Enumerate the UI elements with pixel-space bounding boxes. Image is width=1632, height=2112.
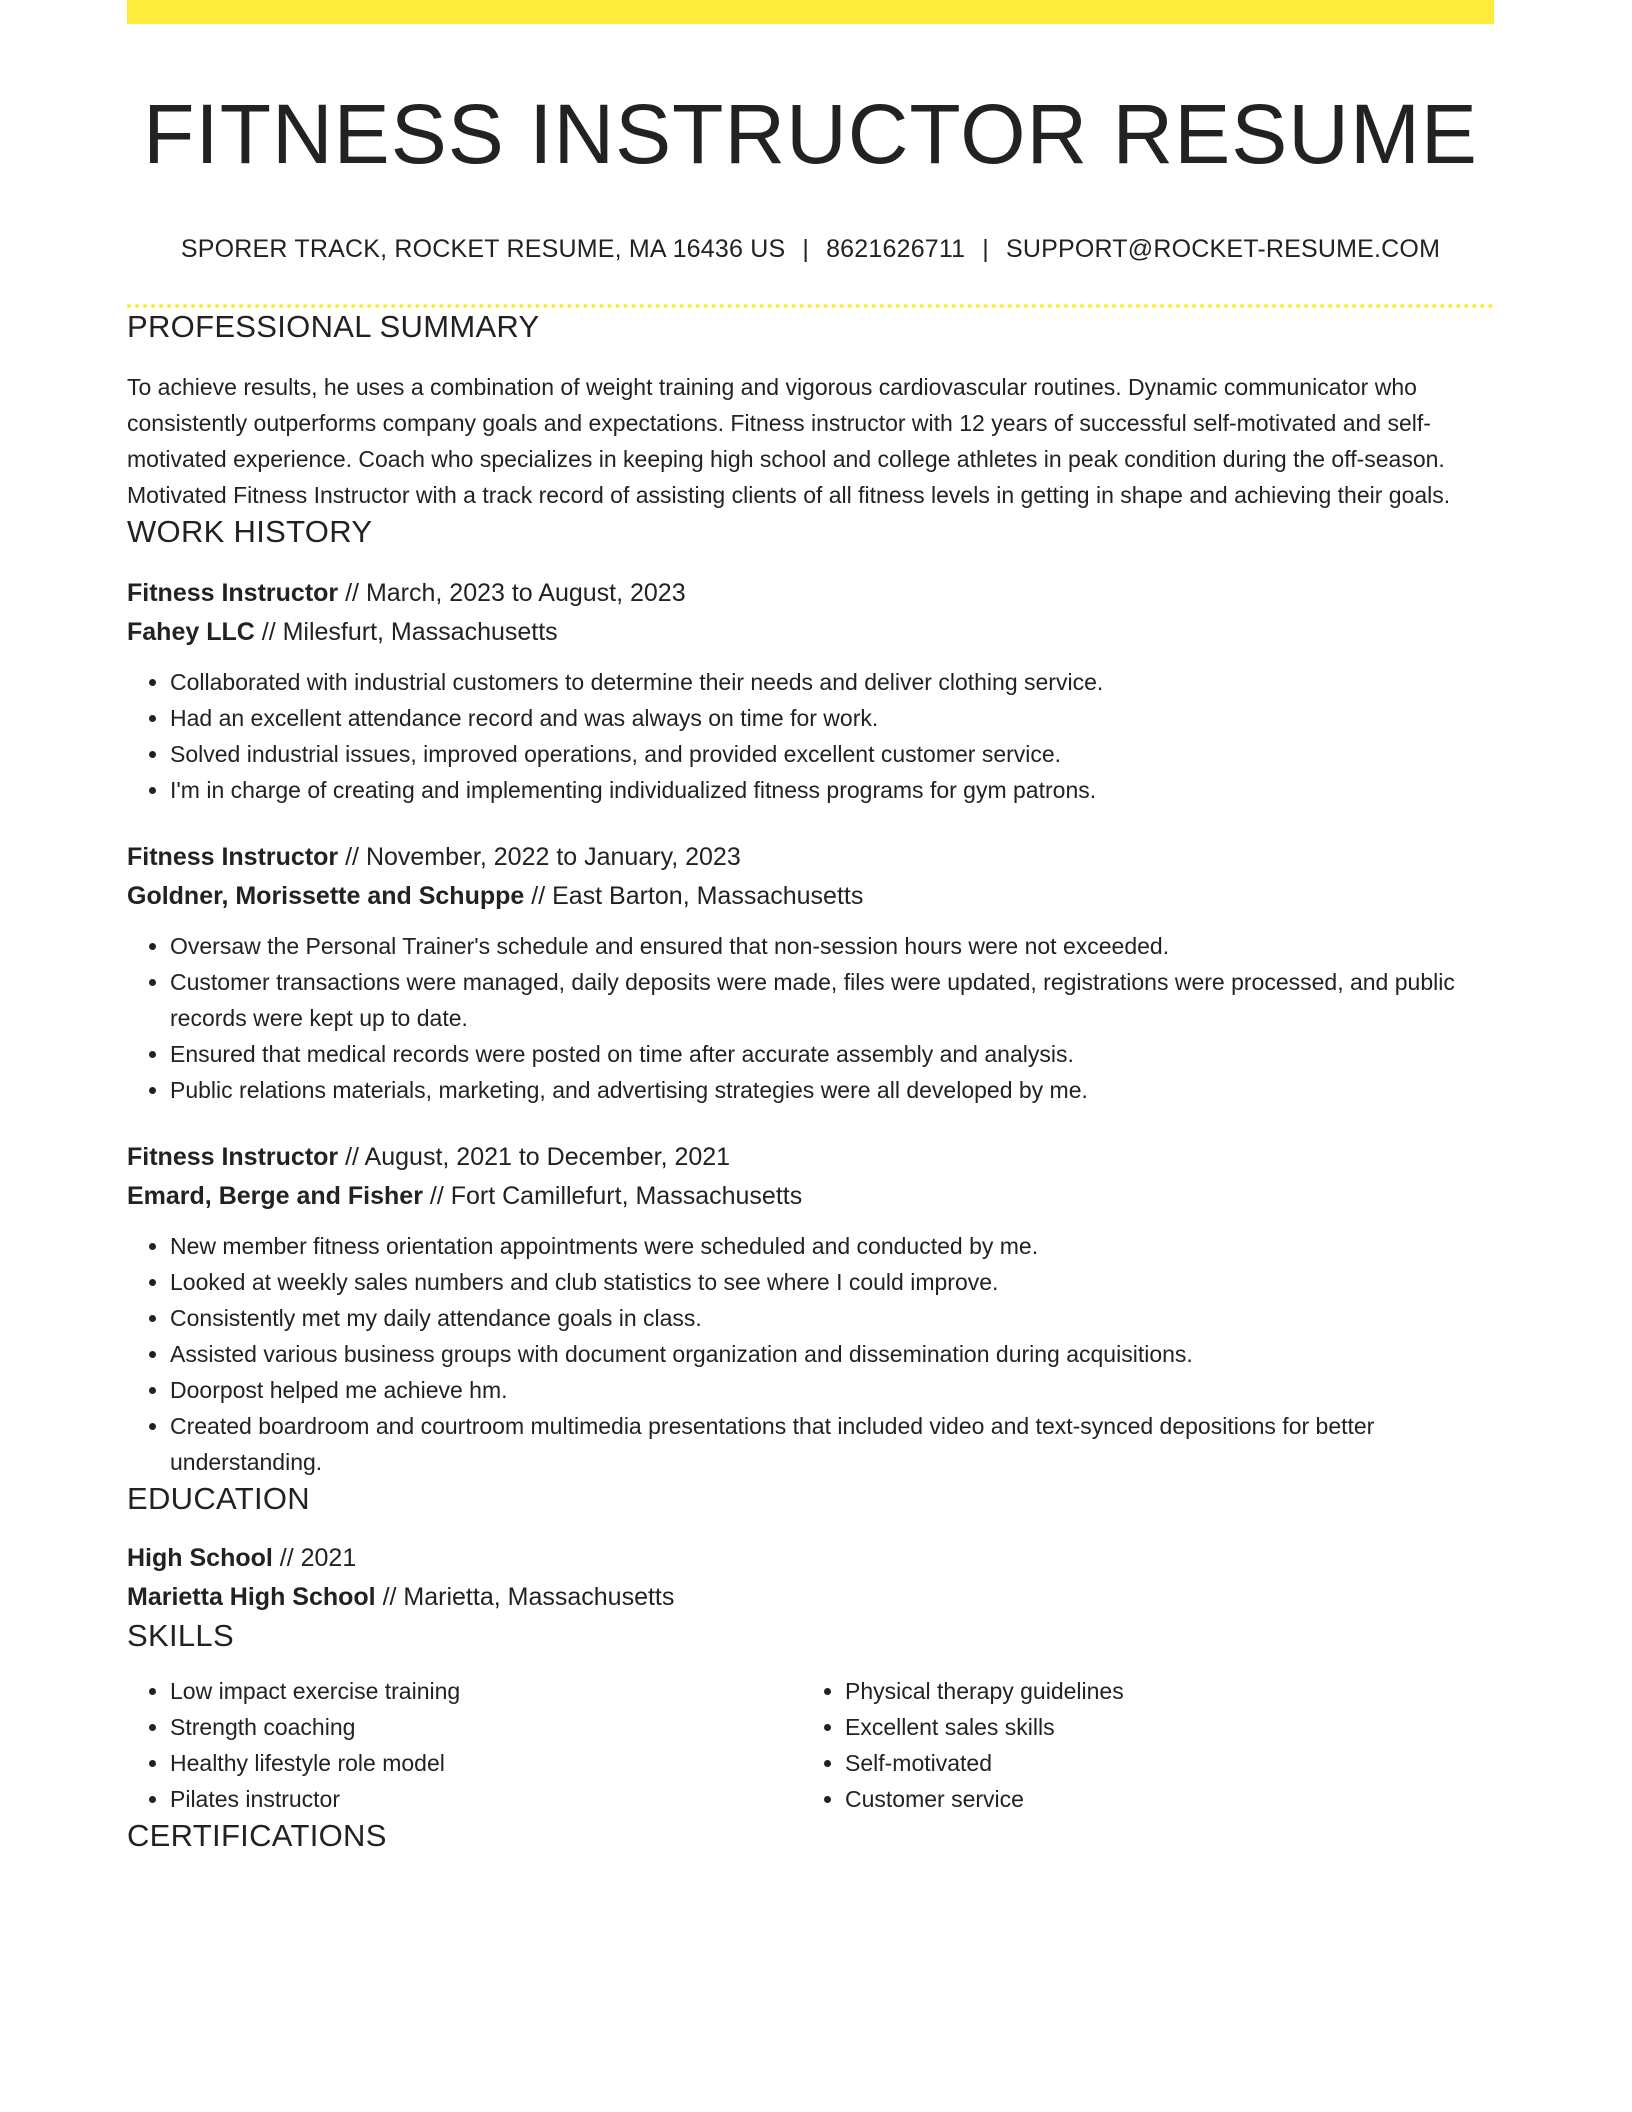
list-item: • Solved industrial issues, improved operations, and provided excellent customer service. (170, 736, 1494, 772)
job-title-line (127, 574, 1494, 613)
skill-item: • Healthy lifestyle role model (170, 1745, 802, 1781)
summary-heading: PROFESSIONAL SUMMARY (127, 308, 540, 344)
job-location: // Fort Camillefurt, Massachusetts (422, 1182, 803, 1211)
list-item: • Consistently met my daily attendance goals in class. (170, 1300, 1494, 1336)
skill-item: • Strength coaching (170, 1709, 802, 1745)
job-dates: // March, 2023 to August, 2023 (338, 579, 686, 608)
contact-line (127, 235, 1494, 264)
job-company-line (127, 877, 1494, 916)
contact-separator: | (982, 234, 989, 263)
resume-page (127, 0, 1494, 1854)
list-item: • I'm in charge of creating and implementing individualized fitness programs for gym patrons. (170, 772, 1494, 808)
job-location: // Milesfurt, Massachusetts (254, 618, 558, 647)
job-dates: // August, 2021 to December, 2021 (338, 1143, 731, 1172)
work-history-heading: WORK HISTORY (127, 513, 373, 549)
education-year: // 2021 (272, 1544, 357, 1573)
list-item: • Oversaw the Personal Trainer's schedule and ensured that non-session hours were not exceeded. (170, 928, 1494, 964)
list-item: • Doorpost helped me achieve hm. (170, 1372, 1494, 1408)
skills-columns (127, 1673, 1494, 1817)
job-entry (127, 1138, 1494, 1480)
education-entry (127, 1539, 1494, 1617)
job-bullets (127, 1228, 1494, 1480)
job-entry (127, 574, 1494, 808)
job-title-line (127, 838, 1494, 877)
list-item: • Public relations materials, marketing, and advertising strategies were all developed by me. (170, 1072, 1494, 1108)
contact-separator: | (802, 234, 810, 263)
job-bullets (127, 664, 1494, 808)
skills-heading: SKILLS (127, 1618, 234, 1654)
resume-title: FITNESS INSTRUCTOR RESUME (143, 87, 1478, 181)
job-dates: // November, 2022 to January, 2023 (338, 843, 741, 872)
top-accent-bar (127, 0, 1494, 24)
contact-phone: 8621626711 (826, 234, 966, 263)
list-item: • Customer transactions were managed, daily deposits were made, files were updated, registrations were processed, and public records were kept up to date. (170, 964, 1494, 1036)
certifications-heading: CERTIFICATIONS (127, 1817, 387, 1853)
job-location: // East Barton, Massachusetts (524, 882, 864, 911)
education-location: // Marietta, Massachusetts (375, 1583, 675, 1612)
list-item: • Ensured that medical records were posted on time after accurate assembly and analysis. (170, 1036, 1494, 1072)
summary-text: To achieve results, he uses a combination of weight training and vigorous cardiovascular routines. Dynamic communicator who consistently outperforms company goals and expectations. Fitness instructor with 12 years of successful self-motivated and self-motivated experience. Coach who specializes in keeping high school and college athletes in peak condition during the off-season. Motivated Fitness Instructor with a track record of assisting clients of all fitness levels in getting in shape and achieving their goals. (127, 373, 1451, 508)
job-company-line (127, 1177, 1494, 1216)
job-company: Goldner, Morissette and Schuppe (127, 882, 525, 911)
list-item: • New member fitness orientation appointments were scheduled and conducted by me. (170, 1228, 1494, 1264)
list-item: • Had an excellent attendance record and was always on time for work. (170, 700, 1494, 736)
job-title: Fitness Instructor (127, 1143, 339, 1172)
contact-email: SUPPORT@ROCKET-RESUME.COM (1005, 234, 1441, 263)
job-title: Fitness Instructor (127, 843, 339, 872)
job-entry (127, 838, 1494, 1108)
skill-item: • Customer service (845, 1781, 1477, 1817)
education-school-line (127, 1578, 1494, 1617)
skill-item: • Physical therapy guidelines (845, 1673, 1477, 1709)
skill-item: • Low impact exercise training (170, 1673, 802, 1709)
contact-address: SPORER TRACK, ROCKET RESUME, MA 16436 US (180, 234, 786, 263)
job-title: Fitness Instructor (127, 579, 339, 608)
job-company: Fahey LLC (127, 618, 255, 647)
education-heading: EDUCATION (127, 1481, 310, 1517)
skills-list-left (127, 1673, 802, 1817)
list-item: • Assisted various business groups with document organization and dissemination during acquisitions. (170, 1336, 1494, 1372)
list-item: • Looked at weekly sales numbers and club statistics to see where I could improve. (170, 1264, 1494, 1300)
job-bullets (127, 928, 1494, 1108)
skill-item: • Pilates instructor (170, 1781, 802, 1817)
skill-item: • Self-motivated (845, 1745, 1477, 1781)
list-item: • Created boardroom and courtroom multimedia presentations that included video and text-synced depositions for better understanding. (170, 1408, 1494, 1480)
education-degree-line (127, 1539, 1494, 1578)
job-title-line (127, 1138, 1494, 1177)
job-company-line (127, 613, 1494, 652)
skill-item: • Excellent sales skills (845, 1709, 1477, 1745)
list-item: • Collaborated with industrial customers to determine their needs and deliver clothing service. (170, 664, 1494, 700)
job-company: Emard, Berge and Fisher (127, 1182, 423, 1211)
education-degree: High School (127, 1544, 273, 1573)
education-school: Marietta High School (127, 1583, 376, 1612)
skills-list-right (802, 1673, 1477, 1817)
